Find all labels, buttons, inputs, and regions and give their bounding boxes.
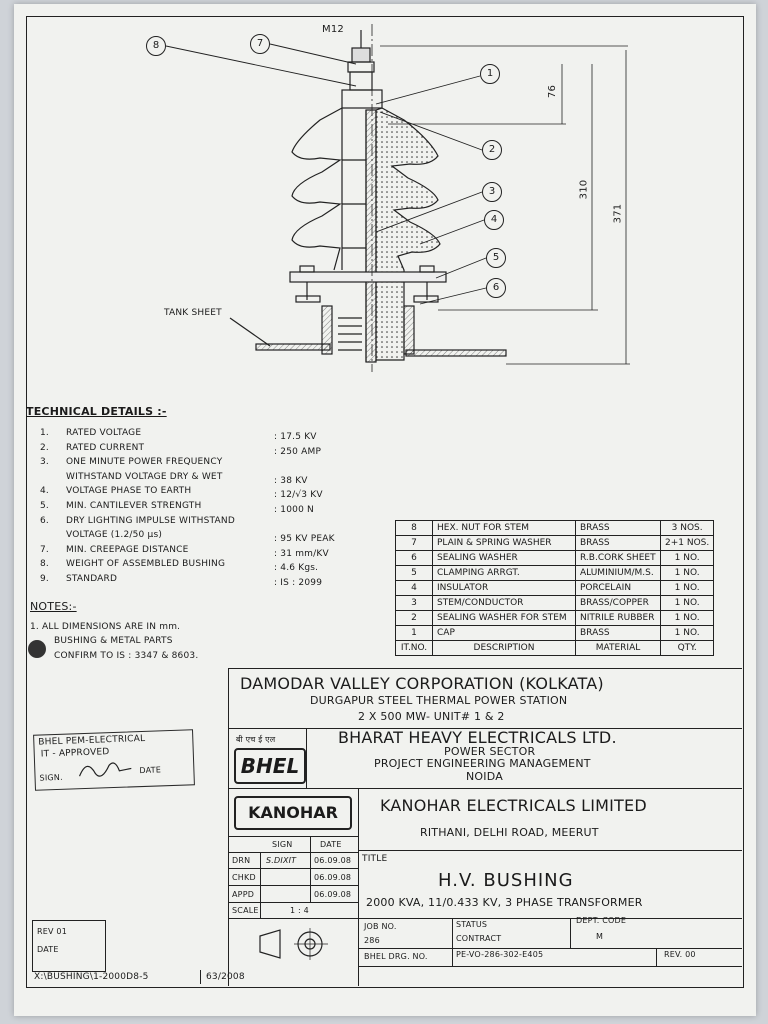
tb-rule [228, 668, 742, 669]
bom-cell-desc: HEX. NUT FOR STEM [433, 521, 576, 536]
bom-row [396, 581, 714, 596]
tb-rule [228, 836, 358, 837]
footer-code: 63/2008 [206, 972, 245, 982]
bom-cell-mat: R.B.CORK SHEET [576, 551, 661, 566]
bhel-hindi-text: बी एच ई एल [236, 735, 276, 744]
unit-description: 2 X 500 MW- UNIT# 1 & 2 [358, 710, 505, 723]
bom-cell-qty: 1 NO. [661, 626, 714, 641]
technical-item-number: 6. [40, 515, 49, 526]
bhel-sector: POWER SECTOR [444, 745, 536, 758]
balloon-1: 1 [480, 64, 500, 84]
bom-row [396, 566, 714, 581]
balloon-6: 6 [486, 278, 506, 298]
tb-rule [656, 948, 657, 966]
plant-name: DURGAPUR STEEL THERMAL POWER STATION [310, 694, 568, 707]
tank-sheet-label: TANK SHEET [164, 308, 222, 318]
technical-item-label: RATED VOLTAGE [66, 428, 142, 438]
balloon-5: 5 [486, 248, 506, 268]
signature-scribble [75, 754, 136, 784]
drn-date: 06.09.08 [314, 856, 352, 865]
technical-item-label: VOLTAGE (1.2/50 μs) [66, 530, 163, 541]
drawing-title: H.V. BUSHING [438, 870, 574, 891]
bom-header-mat: MATERIAL [576, 641, 661, 656]
file-path: X:\BUSHING\1-2000D8-5 [34, 972, 149, 982]
tb-rule [306, 728, 307, 788]
bom-cell-mat: PORCELAIN [576, 581, 661, 596]
dimension-76: 76 [547, 84, 559, 99]
revision: REV. 00 [664, 950, 696, 959]
bom-row [396, 521, 714, 536]
technical-item-value: : 1000 N [274, 505, 314, 515]
stamp-line-1: BHEL PEM-ELECTRICAL [38, 733, 146, 748]
tb-rule [310, 836, 311, 902]
technical-item-value: : 38 KV [274, 475, 308, 486]
technical-item-value: : 4.6 Kgs. [274, 563, 319, 574]
bom-header-desc: DESCRIPTION [433, 641, 576, 656]
bom-cell-desc: SEALING WASHER [433, 551, 576, 566]
tb-rule [570, 918, 571, 948]
bhel-name: BHARAT HEAVY ELECTRICALS LTD. [338, 728, 617, 747]
job-number: 286 [364, 936, 380, 945]
bom-cell-qty: 2+1 NOS. [661, 536, 714, 551]
technical-item-number: 7. [40, 544, 49, 555]
bill-of-materials [395, 520, 714, 656]
technical-item-number: 2. [40, 442, 49, 453]
bom-cell-no: 4 [396, 581, 433, 596]
bom-row [396, 536, 714, 551]
projection-symbol-icon [256, 926, 336, 962]
tb-rule [260, 852, 261, 918]
bom-cell-qty: 1 NO. [661, 566, 714, 581]
technical-heading: TECHNICAL DETAILS :- [26, 405, 167, 418]
bom-cell-mat: BRASS [576, 521, 661, 536]
bom-cell-no: 8 [396, 521, 433, 536]
kanohar-logo: KANOHAR [234, 796, 352, 830]
note-line-3: CONFIRM TO IS : 3347 & 8603. [54, 651, 199, 661]
date-header: DATE [320, 840, 342, 849]
rev-box-date: DATE [37, 945, 59, 954]
note-line-1: 1. ALL DIMENSIONS ARE IN mm. [30, 622, 181, 632]
technical-item-value: : 250 AMP [274, 446, 322, 457]
bhel-dept: PROJECT ENGINEERING MANAGEMENT [374, 757, 591, 770]
rev-box-rev: REV 01 [37, 927, 68, 936]
technical-item-value: : 95 KV PEAK [274, 534, 335, 545]
bom-cell-mat: BRASS [576, 536, 661, 551]
bhel-logo: BHEL [234, 748, 306, 784]
scale-value: 1 : 4 [290, 906, 309, 915]
technical-item-label: MIN. CREEPAGE DISTANCE [66, 544, 189, 555]
bom-cell-desc: CLAMPING ARRGT. [433, 566, 576, 581]
dimension-thread: M12 [322, 24, 344, 35]
tb-rule [358, 966, 742, 967]
bom-cell-mat: NITRILE RUBBER [576, 611, 661, 626]
bom-row [396, 596, 714, 611]
bom-cell-desc: INSULATOR [433, 581, 576, 596]
tb-rule [452, 918, 453, 966]
technical-item-number: 1. [40, 428, 49, 438]
note-line-2: BUSHING & METAL PARTS [54, 636, 173, 646]
bom-cell-no: 6 [396, 551, 433, 566]
technical-item-label: RATED CURRENT [66, 442, 145, 453]
stamp-date-label: DATE [139, 765, 162, 776]
chkd-date: 06.09.08 [314, 873, 352, 882]
bom-cell-no: 3 [396, 596, 433, 611]
tb-rule [228, 918, 742, 919]
bom-row [396, 626, 714, 641]
scale-label: SCALE [232, 906, 259, 915]
bom-header-qty: QTY. [661, 641, 714, 656]
tb-rule [228, 788, 742, 789]
notes-heading: NOTES:- [30, 600, 77, 613]
tb-rule [358, 788, 359, 986]
balloon-7: 7 [250, 34, 270, 54]
bom-cell-no: 1 [396, 626, 433, 641]
bom-cell-no: 7 [396, 536, 433, 551]
bom-header-row [396, 641, 714, 656]
revision-box [32, 920, 106, 972]
bom-cell-desc: STEM/CONDUCTOR [433, 596, 576, 611]
drawing-subtitle: 2000 KVA, 11/0.433 KV, 3 PHASE TRANSFORMER [366, 896, 643, 909]
stamp-sign-label: SIGN. [39, 772, 63, 783]
bom-cell-desc: PLAIN & SPRING WASHER [433, 536, 576, 551]
kanohar-name: KANOHAR ELECTRICALS LIMITED [380, 796, 647, 815]
technical-item-value: : 17.5 KV [274, 432, 317, 442]
bom-cell-desc: SEALING WASHER FOR STEM [433, 611, 576, 626]
bom-cell-qty: 1 NO. [661, 596, 714, 611]
kanohar-address: RITHANI, DELHI ROAD, MEERUT [420, 826, 599, 839]
appd-date: 06.09.08 [314, 890, 352, 899]
balloon-4: 4 [484, 210, 504, 230]
technical-item-value: : IS : 2099 [274, 578, 323, 588]
appd-label: APPD [232, 890, 255, 899]
balloon-8: 8 [146, 36, 166, 56]
bom-row [396, 551, 714, 566]
technical-item-number: 3. [40, 457, 49, 468]
technical-item-label: ONE MINUTE POWER FREQUENCY [66, 457, 223, 468]
title-label: TITLE [362, 854, 388, 864]
dimension-371: 371 [612, 203, 624, 224]
drawing-number-label: BHEL DRG. NO. [364, 952, 428, 961]
approval-stamp [33, 729, 195, 791]
bom-cell-qty: 1 NO. [661, 551, 714, 566]
balloon-3: 3 [482, 182, 502, 202]
tb-rule [358, 850, 742, 851]
tb-rule [228, 868, 358, 869]
stamp-line-2: IT - APPROVED [40, 747, 110, 760]
client-name: DAMODAR VALLEY CORPORATION (KOLKATA) [240, 674, 604, 693]
drn-sign: S.DIXIT [266, 856, 297, 865]
tb-rule [228, 852, 358, 853]
technical-item-label: WITHSTAND VOLTAGE DRY & WET [66, 471, 223, 482]
technical-item-number: 5. [40, 501, 49, 511]
tb-rule [358, 948, 742, 949]
sign-header: SIGN [272, 840, 293, 849]
status-label: STATUS [456, 920, 488, 929]
drawing-number: PE-VO-286-302-E405 [456, 950, 544, 959]
technical-item-value: : 31 mm/KV [274, 548, 329, 559]
drn-label: DRN [232, 856, 251, 865]
technical-item-number: 9. [40, 574, 49, 584]
bom-cell-qty: 1 NO. [661, 611, 714, 626]
bom-row [396, 611, 714, 626]
technical-item-number: 8. [40, 559, 49, 570]
technical-item-label: DRY LIGHTING IMPULSE WITHSTAND [66, 515, 235, 526]
dept-value: M [596, 932, 604, 941]
bom-cell-mat: BRASS [576, 626, 661, 641]
tb-rule [228, 902, 358, 903]
dimension-310: 310 [578, 179, 590, 200]
bom-cell-no: 5 [396, 566, 433, 581]
bom-cell-qty: 3 NOS. [661, 521, 714, 536]
bom-cell-mat: BRASS/COPPER [576, 596, 661, 611]
tb-rule [228, 668, 229, 986]
status-value: CONTRACT [456, 934, 502, 943]
technical-item-label: MIN. CANTILEVER STRENGTH [66, 501, 202, 511]
bom-cell-desc: CAP [433, 626, 576, 641]
technical-item-value: : 12/√3 KV [274, 490, 323, 501]
technical-item-number: 4. [40, 486, 49, 497]
bom-cell-qty: 1 NO. [661, 581, 714, 596]
job-label: JOB NO. [364, 922, 397, 931]
footer-divider [200, 970, 201, 984]
dept-label: DEPT. CODE [576, 916, 627, 925]
bom-cell-mat: ALUMINIUM/M.S. [576, 566, 661, 581]
chkd-label: CHKD [232, 873, 256, 882]
technical-item-label: WEIGHT OF ASSEMBLED BUSHING [66, 559, 226, 570]
tb-rule [228, 885, 358, 886]
technical-item-label: STANDARD [66, 574, 118, 584]
bom-header-no: IT.NO. [396, 641, 433, 656]
bom-cell-no: 2 [396, 611, 433, 626]
balloon-2: 2 [482, 140, 502, 160]
technical-item-label: VOLTAGE PHASE TO EARTH [66, 486, 192, 497]
bhel-city: NOIDA [466, 770, 503, 783]
